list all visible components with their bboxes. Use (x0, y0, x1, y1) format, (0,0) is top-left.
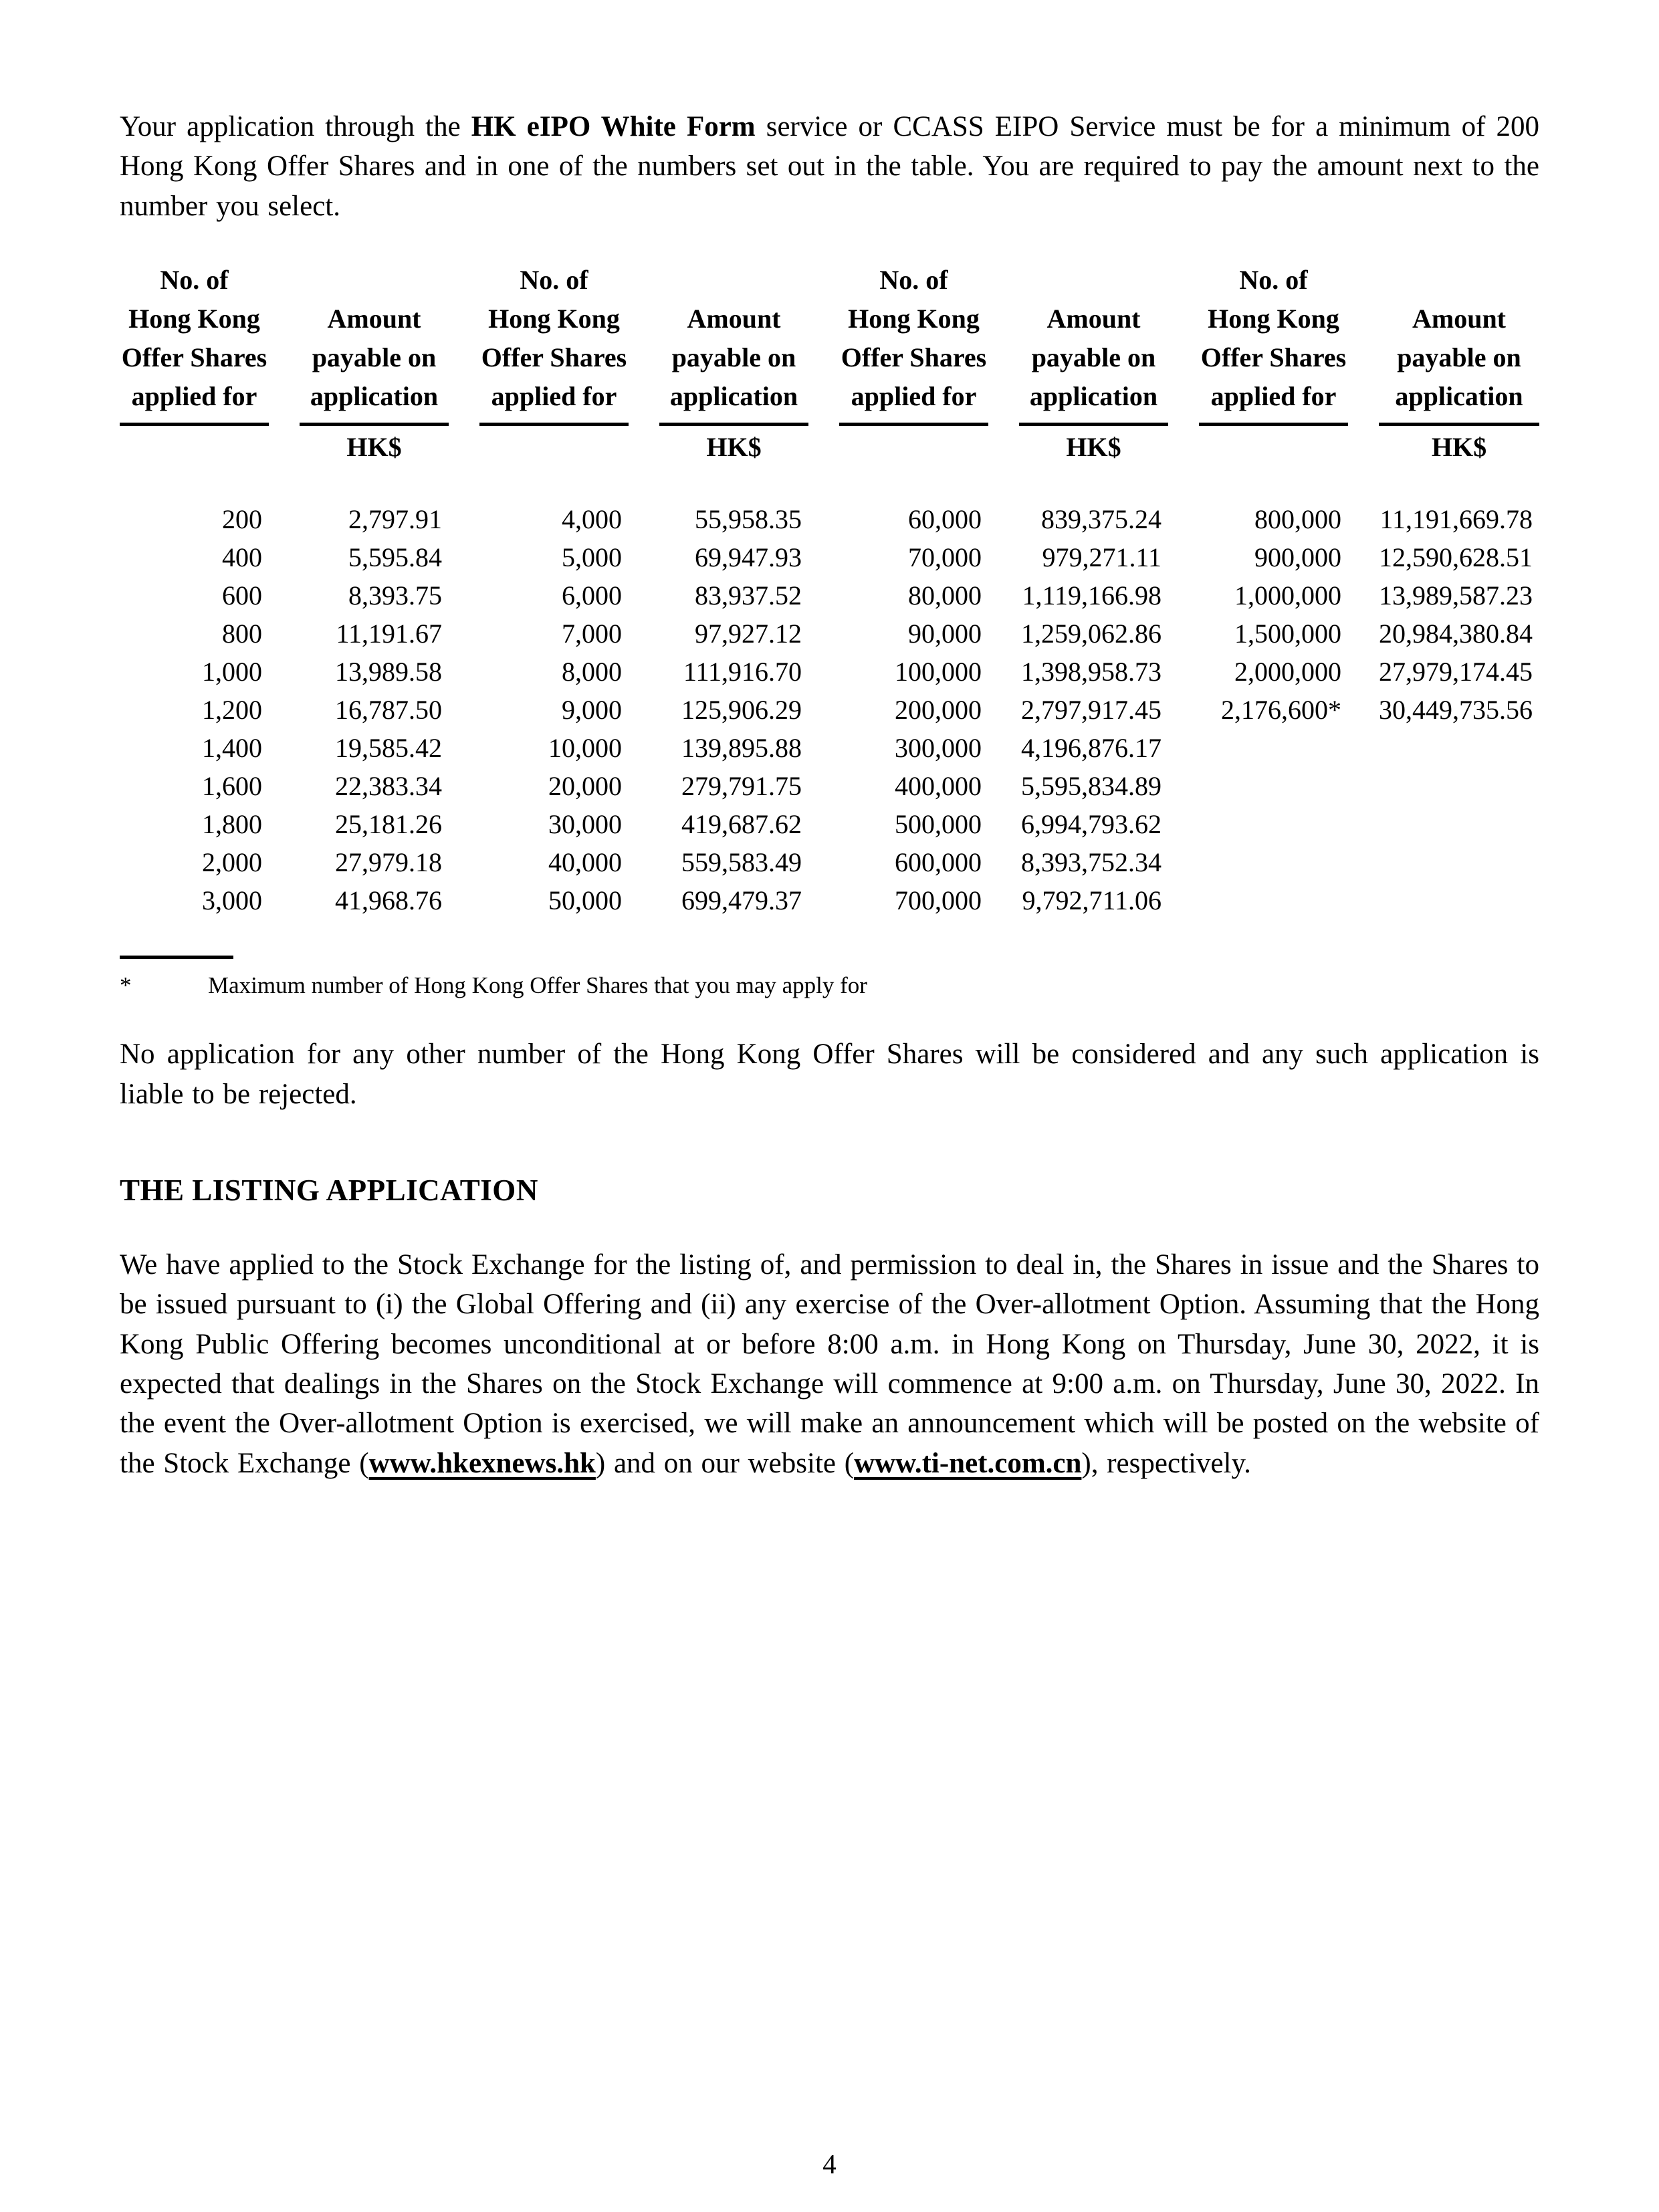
table-cell-amount: 30,449,735.56 (1379, 694, 1533, 725)
table-cell-shares: 80,000 (908, 580, 982, 611)
table-cell-amount: 4,196,876.17 (1021, 732, 1162, 763)
currency-spacer-cell (839, 426, 988, 463)
listing-text-3: ), respectively. (1081, 1447, 1251, 1479)
currency-label: HK$ (1066, 431, 1121, 462)
table-cell-shares: 100,000 (895, 656, 982, 687)
table-cell-amount: 139,895.88 (681, 732, 802, 763)
rejection-paragraph: No application for any other number of the Hong Kong Offer Shares will be considered and any such application is liable to be rejected. (120, 1038, 1539, 1110)
table-cell-shares: 50,000 (548, 885, 622, 915)
table-cell-amount: 22,383.34 (335, 770, 442, 801)
intro-text-2: service or CCASS EIPO Service must be for a minimum of 200 Hong Kong Offer Shares and in one of the numbers set out in the table. You are required to pay the amount next to the number you select. (120, 111, 1539, 222)
column-header-line: No. of (520, 264, 588, 295)
table-cell-amount: 8,393,752.34 (1021, 847, 1162, 877)
table-cell-amount: 16,787.50 (335, 694, 442, 725)
table-cell-shares: 1,400 (202, 732, 262, 763)
table-cell-amount: 97,927.12 (695, 618, 802, 649)
table-cell-shares: 400 (222, 542, 262, 572)
table-cell-amount: 41,968.76 (335, 885, 442, 915)
table-cell-shares: 800,000 (1254, 504, 1341, 534)
table-cell-amount: 12,590,628.51 (1379, 542, 1533, 572)
table-cell-amount: 13,989.58 (335, 656, 442, 687)
column-header-line: Amount (327, 303, 421, 334)
table-cell-amount: 27,979,174.45 (1379, 656, 1533, 687)
table-cell-amount: 839,375.24 (1041, 504, 1162, 534)
column-header-line: applied for (1210, 380, 1337, 411)
table-cell-amount: 69,947.93 (695, 542, 802, 572)
table-cell-amount: 1,259,062.86 (1021, 618, 1162, 649)
table-cell-amount: 559,583.49 (681, 847, 802, 877)
intro-text-1: Your application through the (120, 111, 471, 142)
column-header-shares (1199, 261, 1348, 426)
table-cell-amount (1379, 805, 1539, 843)
currency-label: HK$ (346, 431, 402, 462)
table-cell-shares: 800 (222, 618, 262, 649)
table-cell-amount: 5,595.84 (348, 542, 442, 572)
table-cell-shares: 2,000 (202, 847, 262, 877)
table-cell-amount (1379, 881, 1539, 919)
footnote-rule (120, 956, 233, 959)
table-cell-amount: 1,119,166.98 (1022, 580, 1162, 611)
intro-bold-term: HK eIPO White Form (471, 111, 756, 142)
table-cell-shares: 1,000,000 (1234, 580, 1341, 611)
table-cell-shares: 1,800 (202, 808, 262, 839)
table-cell-amount: 699,479.37 (681, 885, 802, 915)
table-cell-amount: 125,906.29 (681, 694, 802, 725)
table-cell-shares: 4,000 (562, 504, 622, 534)
table-cell-amount: 2,797,917.45 (1021, 694, 1162, 725)
footnote-marker: * (120, 972, 132, 998)
table-spacer (120, 463, 1539, 500)
table-cell-shares: 200 (222, 504, 262, 534)
column-header-line: Amount (1046, 303, 1141, 334)
listing-text-1: We have applied to the Stock Exchange for the listing of, and permission to deal in, the Shares in issue and the Shares to be issued pursuant to (i) the Global Offering and (ii) any exercise of the Over-allotment Option. Assuming that the Hong Kong Public Offering becomes unconditional at or before 8:00 a.m. in Hong Kong on Thursday, June 30, 2022, it is expected that dealings in the Shares on the Stock Exchange will commence at 9:00 a.m. on Thursday, June 30, 2022. In the event the Over-allotment Option is exercised, we will make an announcement which will be posted on the website of the Stock Exchange ( (120, 1248, 1539, 1479)
table-cell-amount (1379, 729, 1539, 767)
column-header-amount (1019, 300, 1168, 426)
table-cell-shares: 2,176,600* (1221, 694, 1341, 725)
column-header-line: application (1029, 380, 1158, 411)
listing-paragraph (120, 1245, 1539, 1483)
column-header-line: applied for (131, 380, 257, 411)
table-cell-shares (1199, 767, 1348, 805)
table-cell-amount: 2,797.91 (348, 504, 442, 534)
table-cell-shares: 1,600 (202, 770, 262, 801)
column-header-line: payable on (312, 342, 437, 372)
table-cell-shares: 3,000 (202, 885, 262, 915)
listing-text-2: ) and on our website ( (595, 1447, 855, 1479)
table-cell-amount: 83,937.52 (695, 580, 802, 611)
column-header-line: application (310, 380, 439, 411)
listing-heading: THE LISTING APPLICATION (120, 1173, 538, 1207)
table-cell-amount: 55,958.35 (695, 504, 802, 534)
table-cell-shares: 400,000 (895, 770, 982, 801)
column-header-line: Hong Kong (1208, 303, 1339, 334)
footnote (120, 970, 1539, 1001)
table-cell-shares: 5,000 (562, 542, 622, 572)
table-cell-amount: 8,393.75 (348, 580, 442, 611)
table-cell-shares: 1,200 (202, 694, 262, 725)
column-header-line: Hong Kong (128, 303, 260, 334)
column-header-line: application (669, 380, 798, 411)
column-header-amount (300, 300, 449, 426)
table-cell-shares: 9,000 (562, 694, 622, 725)
column-header-line: Hong Kong (488, 303, 620, 334)
table-cell-amount: 6,994,793.62 (1021, 808, 1162, 839)
table-cell-shares: 90,000 (908, 618, 982, 649)
currency-label: HK$ (1431, 431, 1487, 462)
column-header-amount (659, 300, 808, 426)
currency-spacer-cell (1199, 426, 1348, 463)
table-cell-amount: 11,191,669.78 (1379, 504, 1533, 534)
currency-spacer-cell (120, 426, 269, 463)
hkexnews-link[interactable]: www.hkexnews.hk (368, 1447, 596, 1479)
page-number: 4 (822, 2148, 837, 2179)
table-cell-amount: 20,984,380.84 (1379, 618, 1533, 649)
table-cell-shares (1199, 881, 1348, 919)
table-cell-amount: 27,979.18 (335, 847, 442, 877)
table-cell-shares: 8,000 (562, 656, 622, 687)
column-header-line: Hong Kong (848, 303, 980, 334)
column-header-line: applied for (491, 380, 617, 411)
column-header-shares (839, 261, 988, 426)
column-header-line: application (1395, 380, 1523, 411)
column-header-line: No. of (1239, 264, 1308, 295)
footnote-text: Maximum number of Hong Kong Offer Shares that you may apply for (208, 972, 867, 998)
table-cell-amount: 25,181.26 (335, 808, 442, 839)
column-header-line: Offer Shares (1200, 342, 1347, 372)
column-header-line: Amount (687, 303, 781, 334)
table-cell-amount: 13,989,587.23 (1379, 580, 1533, 611)
column-header-line: Offer Shares (481, 342, 627, 372)
column-header-line: No. of (879, 264, 948, 295)
currency-spacer-cell (479, 426, 629, 463)
column-header-line: applied for (851, 380, 977, 411)
table-cell-shares: 500,000 (895, 808, 982, 839)
table-cell-shares: 900,000 (1254, 542, 1341, 572)
table-cell-shares: 60,000 (908, 504, 982, 534)
table-cell-shares: 300,000 (895, 732, 982, 763)
table-cell-shares: 6,000 (562, 580, 622, 611)
table-cell-shares (1199, 843, 1348, 881)
table-cell-amount: 19,585.42 (335, 732, 442, 763)
table-cell-shares: 600 (222, 580, 262, 611)
column-header-line: Offer Shares (841, 342, 987, 372)
table-cell-amount: 11,191.67 (336, 618, 442, 649)
table-cell-amount (1379, 767, 1539, 805)
table-cell-amount: 1,398,958.73 (1021, 656, 1162, 687)
table-cell-shares: 70,000 (908, 542, 982, 572)
table-cell-shares (1199, 805, 1348, 843)
company-website-link[interactable]: www.ti-net.com.cn (854, 1447, 1082, 1479)
table-cell-shares: 40,000 (548, 847, 622, 877)
table-cell-shares: 2,000,000 (1234, 656, 1341, 687)
table-cell-shares: 10,000 (548, 732, 622, 763)
table-cell-amount: 279,791.75 (681, 770, 802, 801)
column-header-shares (120, 261, 269, 426)
currency-label: HK$ (706, 431, 762, 462)
intro-paragraph (120, 107, 1539, 226)
column-header-shares (479, 261, 629, 426)
column-header-amount (1379, 300, 1539, 426)
table-cell-shares: 1,000 (202, 656, 262, 687)
table-cell-amount: 979,271.11 (1042, 542, 1162, 572)
column-header-line: payable on (1031, 342, 1156, 372)
table-cell-amount (1379, 843, 1539, 881)
table-cell-amount: 111,916.70 (683, 656, 802, 687)
table-cell-shares: 7,000 (562, 618, 622, 649)
table-cell-amount: 5,595,834.89 (1021, 770, 1162, 801)
table-cell-shares: 20,000 (548, 770, 622, 801)
table-cell-shares: 200,000 (895, 694, 982, 725)
column-header-line: Offer Shares (121, 342, 267, 372)
table-cell-shares: 1,500,000 (1234, 618, 1341, 649)
table-cell-shares (1199, 729, 1348, 767)
column-header-line: No. of (160, 264, 229, 295)
table-cell-amount: 419,687.62 (681, 808, 802, 839)
offer-table (120, 261, 1539, 919)
table-cell-shares: 30,000 (548, 808, 622, 839)
table-cell-shares: 600,000 (895, 847, 982, 877)
column-header-line: payable on (671, 342, 796, 372)
table-cell-amount: 9,792,711.06 (1022, 885, 1162, 915)
table-cell-shares: 700,000 (895, 885, 982, 915)
column-header-line: payable on (1397, 342, 1521, 372)
column-header-line: Amount (1412, 303, 1507, 334)
